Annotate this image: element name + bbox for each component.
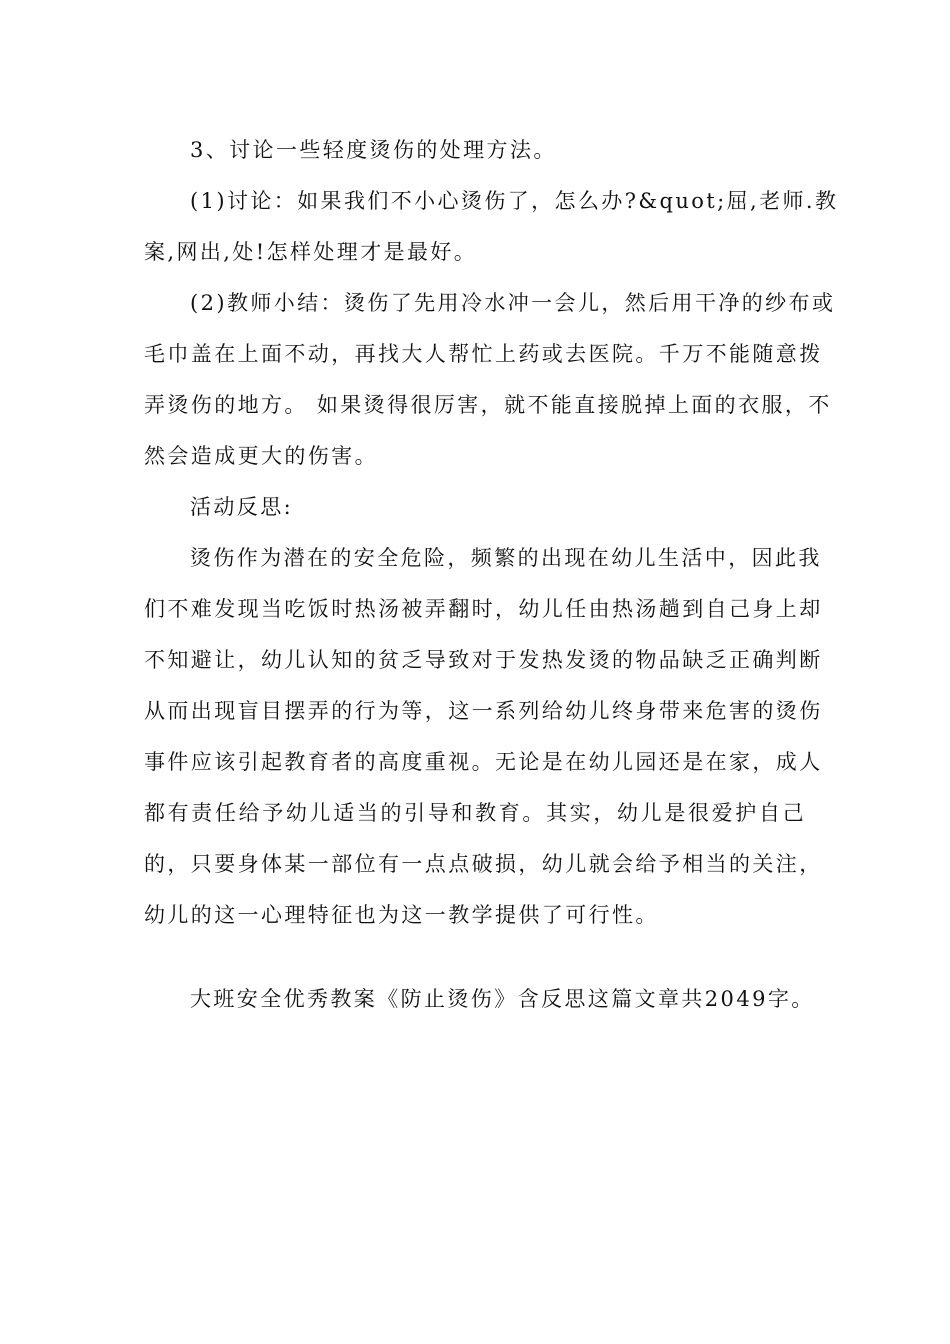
text-line-discussion-1: (1)讨论：如果我们不小心烫伤了，怎么办?&quot;屈,老师.教	[190, 189, 839, 213]
text-line-discussion-1-cont: 案,网出,处!怎样处理才是最好。	[144, 240, 478, 264]
text-line-heading-3: 3、讨论一些轻度烫伤的处理方法。	[190, 138, 557, 162]
text-line-reflection-7: 的，只要身体某一部位有一点点破损，幼儿就会给予相当的关注，	[144, 852, 823, 876]
text-line-reflection-5: 事件应该引起教育者的高度重视。无论是在幼儿园还是在家，成人	[144, 750, 823, 774]
text-line-summary-2-cont-b: 弄烫伤的地方。 如果烫得很厉害，就不能直接脱掉上面的衣服，不	[144, 393, 832, 417]
article-footer-note: 大班安全优秀教案《防止烫伤》含反思这篇文章共2049字。	[190, 987, 815, 1011]
text-line-reflection-1: 烫伤作为潜在的安全危险，频繁的出现在幼儿生活中，因此我	[190, 546, 822, 570]
text-line-reflection-2: 们不难发现当吃饭时热汤被弄翻时，幼儿任由热汤趟到自己身上却	[144, 597, 823, 621]
text-line-summary-2-cont-a: 毛巾盖在上面不动，再找大人帮忙上药或去医院。千万不能随意拨	[144, 342, 823, 366]
text-line-reflection-3: 不知避让，幼儿认知的贫乏导致对于发热发烫的物品缺乏正确判断	[144, 648, 823, 672]
text-line-reflection-6: 都有责任给予幼儿适当的引导和教育。其实，幼儿是很爱护自己	[144, 801, 806, 825]
text-line-reflection-8: 幼儿的这一心理特征也为这一教学提供了可行性。	[144, 903, 659, 927]
section-heading-reflection: 活动反思:	[190, 495, 294, 519]
text-line-summary-2: (2)教师小结：烫伤了先用冷水冲一会儿，然后用干净的纱布或	[190, 291, 836, 315]
text-line-reflection-4: 从而出现盲目摆弄的行为等，这一系列给幼儿终身带来危害的烫伤	[144, 699, 823, 723]
text-line-summary-2-cont-c: 然会造成更大的伤害。	[144, 444, 378, 468]
